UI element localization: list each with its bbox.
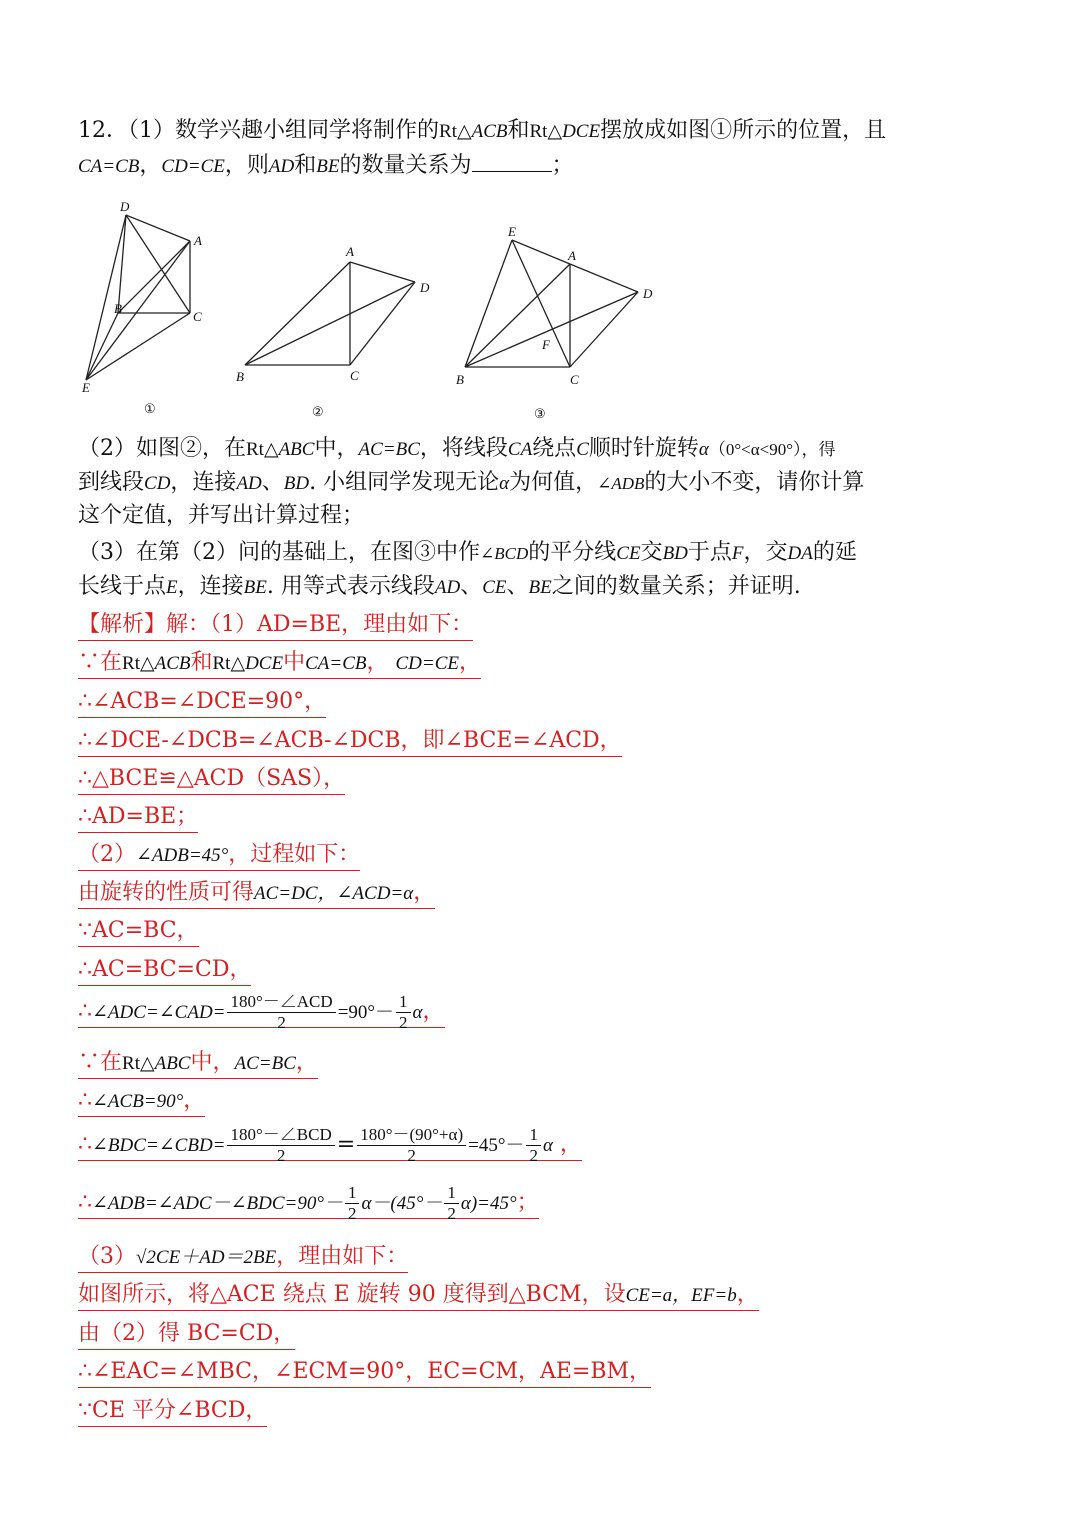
fig3-number: ③ bbox=[534, 406, 546, 421]
question-2-line-2: 到线段CD，连接AD、BD. 小组同学发现无论α为何值，∠ADB的大小不变，请你计算 bbox=[78, 470, 865, 495]
fig2-label-c: C bbox=[350, 368, 359, 383]
fig2-label-b: B bbox=[236, 369, 244, 384]
answer-line-9: ∵AC=BC， bbox=[78, 918, 199, 944]
fig1-label-c: C bbox=[193, 309, 202, 324]
fig1-label-b: B bbox=[114, 301, 122, 316]
fig2-label-d: D bbox=[420, 280, 430, 295]
fig3-label-b: B bbox=[456, 372, 464, 387]
fig2-number: ② bbox=[312, 404, 324, 419]
fig1-number: ① bbox=[144, 401, 156, 416]
answer-blank bbox=[472, 153, 552, 172]
answer-line-3: ∴∠ACB=∠DCE=90°， bbox=[78, 689, 326, 715]
fig3-label-c: C bbox=[570, 372, 579, 387]
fig1-label-e: E bbox=[82, 380, 90, 395]
answer-line-8: 由旋转的性质可得AC=DC，∠ACD=α， bbox=[78, 880, 435, 906]
question-1-line-1: 12．（1）数学兴趣小组同学将制作的Rt△ACB和Rt△DCE摆放成如图①所示的位置，且 bbox=[78, 118, 887, 143]
fraction: $\frac{180^\circ-(90^\circ+\alpha)}{2}$ bbox=[357, 1125, 466, 1165]
answer-line-6: ∴AD=BE； bbox=[78, 804, 198, 830]
fig2-label-a: A bbox=[346, 244, 354, 259]
question-2-line-1: （2）如图②，在Rt△ABC中，AC=BC，将线段CA绕点C顺时针旋转α（0°<α<90°），得 bbox=[78, 436, 836, 461]
fraction: $\frac{\text{180°－∠BCD}}{2}$ bbox=[227, 1125, 334, 1165]
answer-line-16: （3）√2CE＋AD＝2BE，理由如下： bbox=[78, 1244, 408, 1270]
answer-line-5: ∴△BCE≌△ACD（SAS）， bbox=[78, 766, 345, 792]
fig3-label-d: D bbox=[643, 286, 653, 301]
fraction-half: $\frac{1}{2}$ bbox=[526, 1125, 541, 1165]
answer-line-10: ∴AC=BC=CD， bbox=[78, 957, 251, 983]
answer-line-14: ∴∠BDC=∠CBD= $\frac{\text{180°－∠BCD}}{2}$ = $\frac{180^\circ-(90^\circ+\alpha)}{2}$ =45°－ $\frac{1}{2}$ α ， bbox=[78, 1125, 582, 1165]
answer-line-11: ∴∠ADC=∠CAD= $\frac{\text{180°－∠ACD}}{2}$ =90°－ $\frac{1}{2}$ α， bbox=[78, 992, 445, 1032]
answer-line-19: ∴∠EAC=∠MBC，∠ECM=90°，EC=CM，AE=BM， bbox=[78, 1359, 651, 1385]
figure-1 bbox=[70, 195, 230, 425]
fig3-label-e: E bbox=[508, 224, 516, 239]
fraction-half: $\frac{1}{2}$ bbox=[345, 1183, 360, 1223]
fig1-label-a: A bbox=[194, 233, 202, 248]
answer-line-17: 如图所示，将△ACE 绕点 E 旋转 90 度得到△BCM，设CE=a，EF=b， bbox=[78, 1282, 759, 1308]
question-1-line-2: CA=CB，CD=CE，则AD和BE的数量关系为 ； bbox=[78, 153, 574, 178]
figure-2 bbox=[230, 240, 440, 425]
fig1-label-d: D bbox=[120, 199, 130, 214]
answer-line-13: ∴∠ACB=90°， bbox=[78, 1088, 205, 1114]
answer-line-15: ∴∠ADB=∠ADC－∠BDC=90°－ $\frac{1}{2}$ α－(45°－ $\frac{1}{2}$ α)=45°； bbox=[78, 1183, 539, 1223]
fraction-half: $\frac{1}{2}$ bbox=[444, 1183, 459, 1223]
fraction: $\frac{\text{180°－∠ACD}}{2}$ bbox=[227, 992, 335, 1032]
question-3-line-1: （3）在第（2）问的基础上，在图③中作∠BCD的平分线CE交BD于点F，交DA的延 bbox=[78, 540, 857, 565]
answer-line-4: ∴∠DCE-∠DCB=∠ACB-∠DCB，即∠BCE=∠ACD， bbox=[78, 728, 622, 754]
question-3-line-2: 长线于点E，连接BE. 用等式表示线段AD、CE、BE之间的数量关系；并证明. bbox=[78, 574, 801, 599]
answer-line-12: ∵在Rt△ABC中，AC=BC， bbox=[78, 1050, 318, 1076]
fraction-half: $\frac{1}{2}$ bbox=[396, 992, 411, 1032]
answer-line-2: ∵在Rt△ACB和Rt△DCE中CA=CB， CD=CE， bbox=[78, 650, 481, 676]
fig3-label-a: A bbox=[568, 248, 576, 263]
figure-3 bbox=[450, 222, 670, 427]
fig3-label-f: F bbox=[542, 337, 550, 352]
answer-line-20: ∵CE 平分∠BCD， bbox=[78, 1398, 267, 1424]
answer-line-18: 由（2）得 BC=CD， bbox=[78, 1321, 295, 1347]
question-2-line-3: 这个定值，并写出计算过程； bbox=[78, 503, 365, 528]
answer-line-7: （2）∠ADB=45°，过程如下： bbox=[78, 842, 360, 868]
answer-line-1: 【解析】解：（1）AD=BE，理由如下： bbox=[78, 612, 473, 638]
